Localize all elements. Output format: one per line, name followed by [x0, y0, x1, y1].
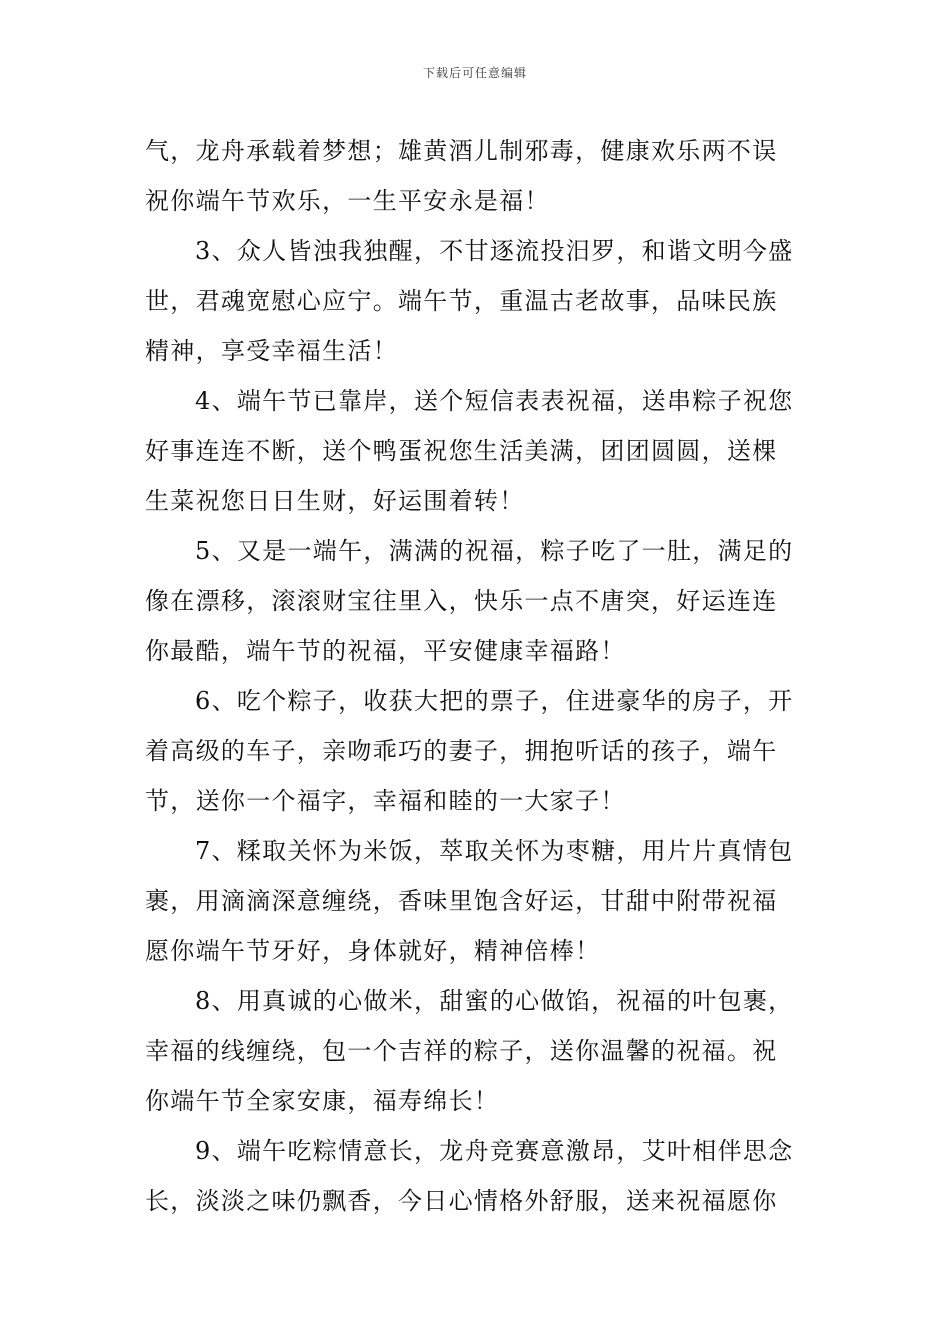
text-line: 你最酷，端午节的祝福，平安健康幸福路！ — [145, 637, 626, 665]
text-line: 你端午节全家安康，福寿绵长！ — [145, 1087, 500, 1115]
text-line: 精神，享受幸福生活！ — [145, 337, 398, 365]
text-line: 愿你端午节牙好，身体就好，精神倍棒！ — [145, 937, 601, 965]
document-body — [145, 126, 805, 1226]
paragraph-4-start: 4、端午节已靠岸，送个短信表表祝福，送串粽子祝您 — [195, 387, 794, 415]
paragraph-8-start: 8、用真诚的心做米，甜蜜的心做馅，祝福的叶包裹， — [195, 987, 794, 1015]
text-line: 幸福的线缠绕，包一个吉祥的粽子，送你温馨的祝福。祝 — [145, 1037, 778, 1065]
text-line: 像在漂移，滚滚财宝往里入，快乐一点不唐突，好运连连 — [145, 587, 778, 615]
page-header: 下载后可任意编辑 — [422, 66, 527, 80]
text-line: 着高级的车子，亲吻乖巧的妻子，拥抱听话的孩子，端午 — [145, 737, 778, 765]
text-line: 世，君魂宽慰心应宁。端午节，重温古老故事，品味民族 — [145, 287, 778, 315]
paragraph-5-start: 5、又是一端午，满满的祝福，粽子吃了一肚，满足的 — [195, 537, 794, 565]
paragraph-6-start: 6、吃个粽子，收获大把的票子，住进豪华的房子，开 — [195, 687, 794, 715]
paragraph-3-start: 3、众人皆浊我独醒，不甘逐流投汨罗，和谐文明今盛 — [195, 237, 794, 265]
paragraph-7-start: 7、糅取关怀为米饭，萃取关怀为枣糖，用片片真情包 — [195, 837, 794, 865]
text-line: 节，送你一个福字，幸福和睦的一大家子！ — [145, 787, 626, 815]
text-line: 长，淡淡之味仍飘香，今日心情格外舒服，送来祝福愿你 — [145, 1187, 778, 1215]
text-line: 气，龙舟承载着梦想；雄黄酒儿制邪毒，健康欢乐两不误 — [145, 137, 778, 165]
paragraph-9-start: 9、端午吃粽情意长，龙舟竞赛意激昂，艾叶相伴思念 — [195, 1137, 794, 1165]
text-line: 祝你端午节欢乐，一生平安永是福！ — [145, 187, 550, 215]
text-line: 生菜祝您日日生财，好运围着转！ — [145, 487, 525, 515]
text-line: 裹，用滴滴深意缠绕，香味里饱含好运，甘甜中附带祝福 — [145, 887, 778, 915]
text-line: 好事连连不断，送个鸭蛋祝您生活美满，团团圆圆，送棵 — [145, 437, 778, 465]
